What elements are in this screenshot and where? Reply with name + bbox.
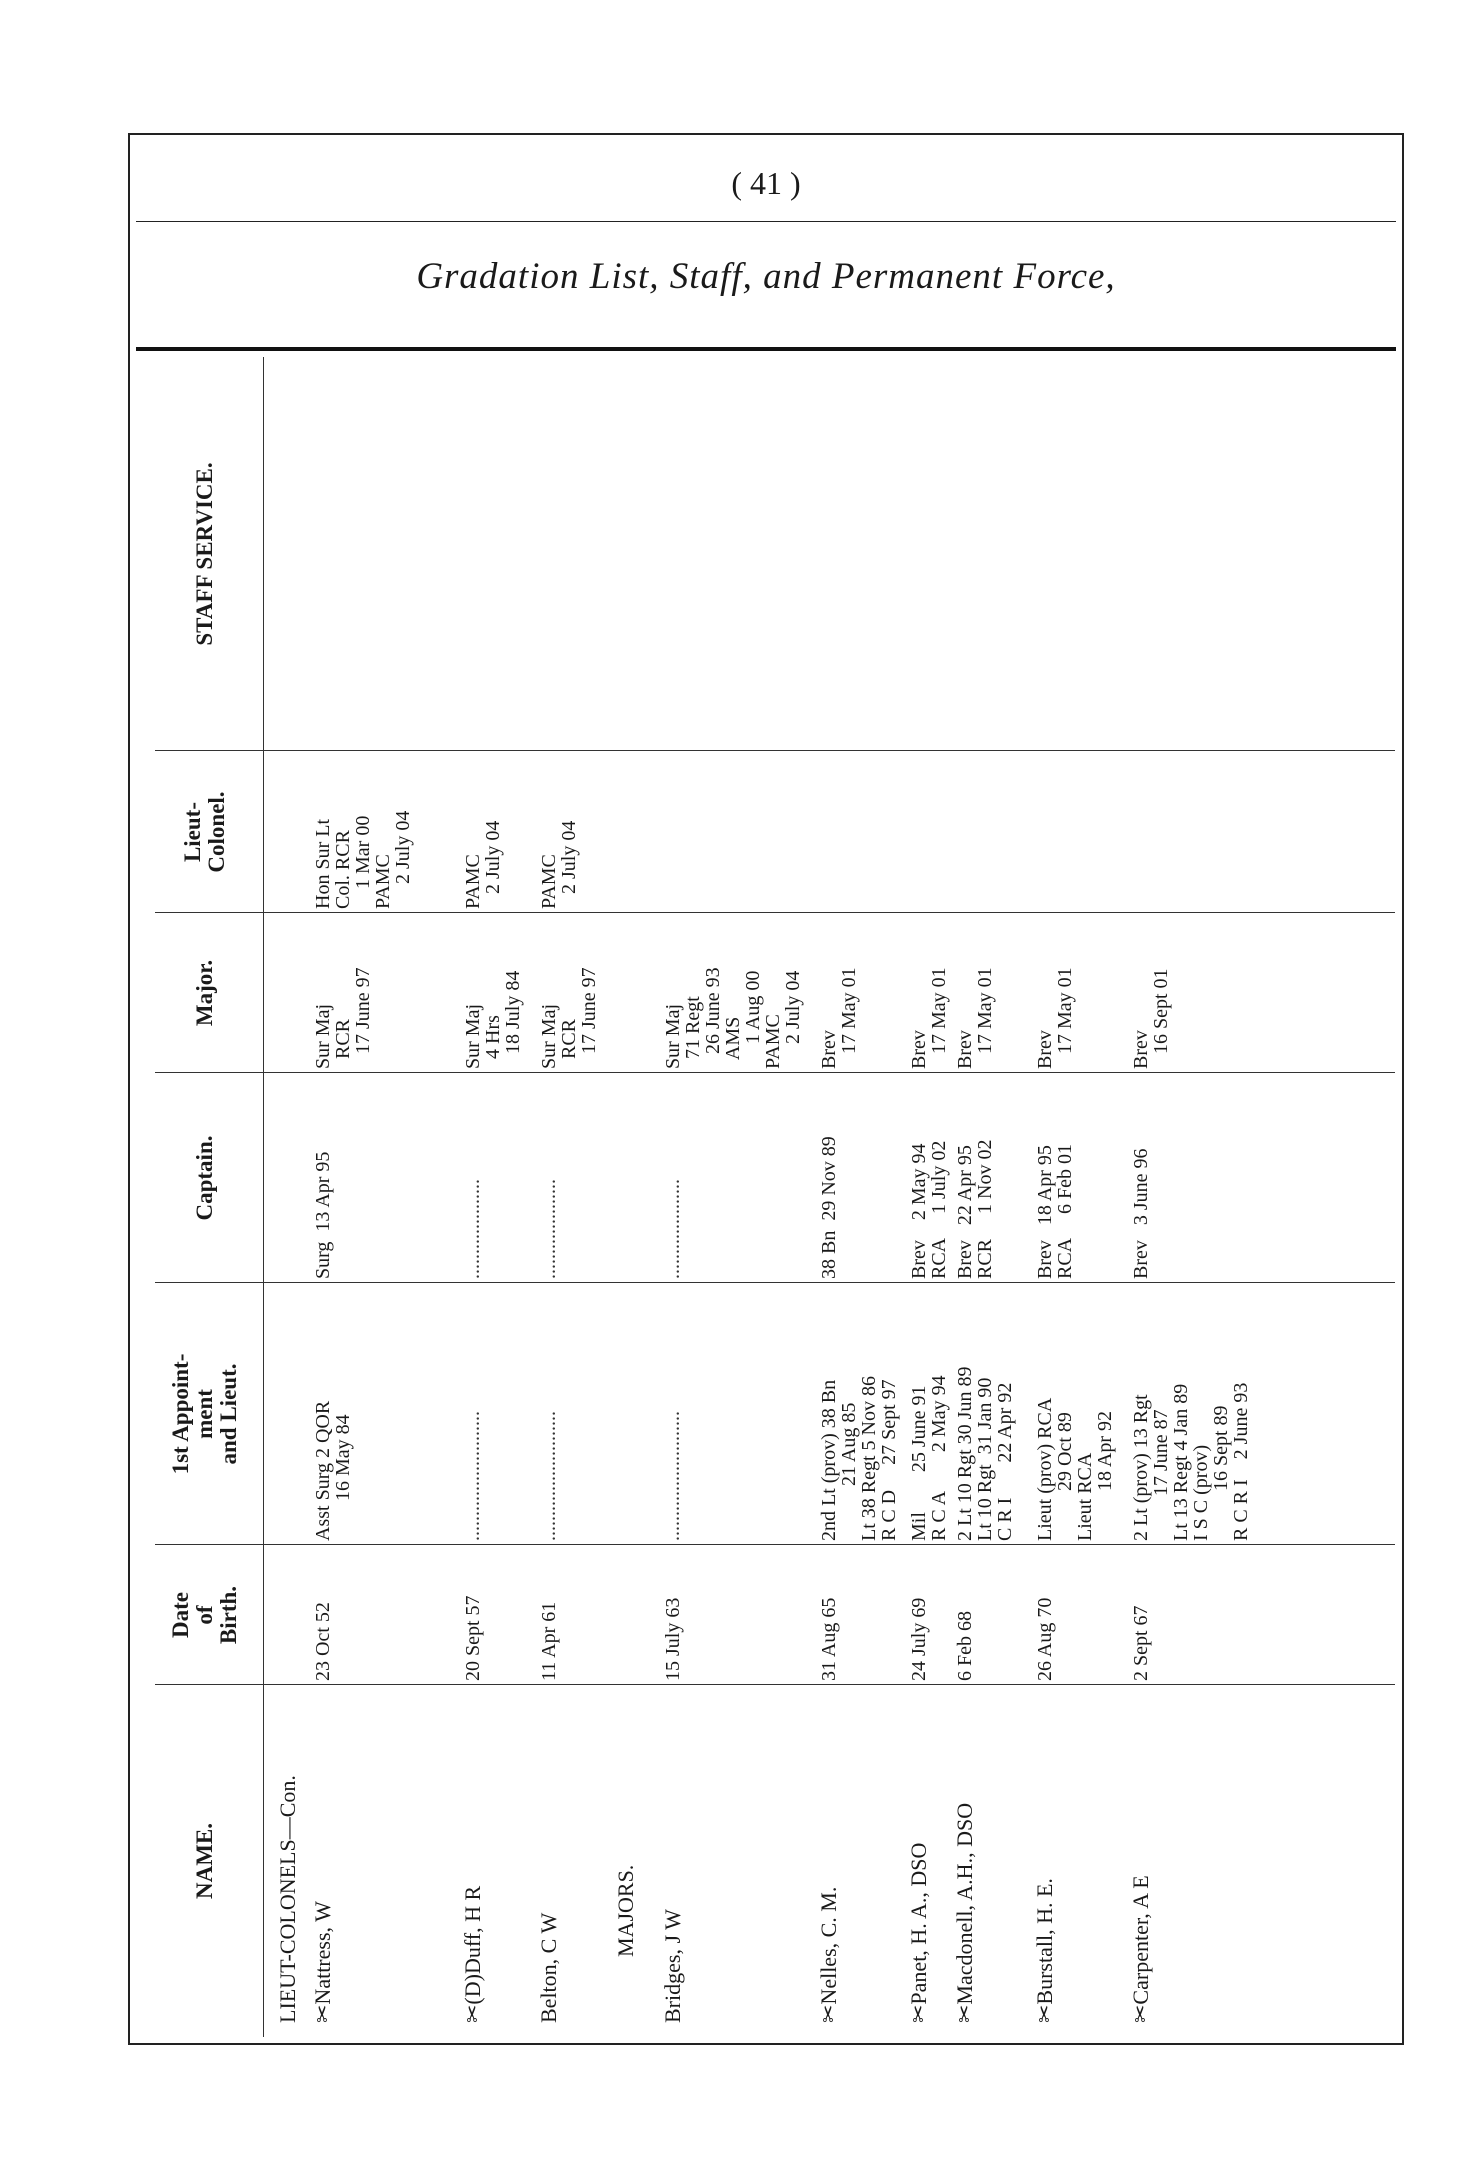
birth-cell: 26 Aug 70 <box>1034 1597 1056 1681</box>
appointment-cell: Asst Surg 2 QOR 16 May 84 <box>312 1400 354 1541</box>
appointment-leader-dots: .......................... <box>538 1411 560 1541</box>
captain-cell: Brev 22 Apr 95 RCR 1 Nov 02 <box>954 1139 996 1279</box>
birth-cell: 6 Feb 68 <box>954 1611 976 1681</box>
major-cell: Sur Maj 4 Hrs 18 July 84 <box>462 970 524 1069</box>
captain-cell: Surg 13 Apr 95 <box>312 1151 334 1279</box>
name-cell: ✂Panet, H. A., DSO <box>906 1842 931 2023</box>
col-divider <box>155 1282 1395 1283</box>
header-birth: Date of Birth. <box>167 1585 242 1645</box>
captain-cell: Brev 18 Apr 95 RCA 6 Feb 01 <box>1034 1143 1076 1279</box>
name-cell: ✂Nelles, C. M. <box>816 1886 841 2023</box>
rule-title <box>136 347 1396 351</box>
name-cell: ✂Nattress, W <box>310 1901 335 2023</box>
name-cell: Bridges, J W <box>660 1909 685 2023</box>
name-cell: ✂(D)Duff, H R <box>460 1885 485 2023</box>
appointment-cell: Mil 25 June 91 R C A 2 May 94 <box>908 1375 950 1541</box>
major-cell: Brev 17 May 01 <box>1034 967 1076 1069</box>
header-staff-service: STAFF SERVICE. <box>191 462 217 646</box>
col-divider <box>155 750 1395 751</box>
name-cell: ✂Carpenter, A E <box>1128 1875 1153 2023</box>
birth-cell: 31 Aug 65 <box>818 1597 840 1681</box>
birth-cell: 2 Sept 67 <box>1130 1605 1152 1681</box>
appointment-cell: 2 Lt (prov) 13 Rgt 17 June 87 Lt 13 Regt 4 Jan 89 I S C (prov) 16 Sept 89 R C R I 2 June 93 <box>1130 1382 1252 1541</box>
header-major: Major. <box>191 959 217 1027</box>
appointment-cell: 2 Lt 10 Rgt 30 Jun 89 Lt 10 Rgt 31 Jan 90 C R I 22 Apr 92 <box>954 1366 1016 1541</box>
name-cell: ✂Burstall, H. E. <box>1032 1878 1057 2023</box>
lt-colonel-cell: Hon Sur Lt Col. RCR 1 Mar 00 PAMC 2 July 04 <box>312 810 414 909</box>
col-divider <box>155 1684 1395 1685</box>
captain-cell: Brev 3 June 96 <box>1130 1148 1152 1279</box>
page-frame <box>128 133 1404 2045</box>
birth-cell: 24 July 69 <box>908 1597 930 1681</box>
page-number: ( 41 ) <box>731 165 801 201</box>
appointment-leader-dots: .......................... <box>462 1411 484 1541</box>
lt-colonel-cell: PAMC 2 July 04 <box>538 820 580 909</box>
captain-leader-dots: .................... <box>538 1179 560 1279</box>
major-cell: Brev 17 May 01 <box>818 967 860 1069</box>
captain-leader-dots: .................... <box>462 1179 484 1279</box>
major-cell: Brev 17 May 01 <box>954 967 996 1069</box>
section-lieut-colonels: LIEUT-COLONELS—Con. <box>275 1775 300 2023</box>
gradation-table <box>139 357 1405 2037</box>
major-cell: Sur Maj RCR 17 June 97 <box>312 967 374 1069</box>
major-cell: Brev 16 Sept 01 <box>1130 968 1172 1069</box>
birth-cell: 15 July 63 <box>662 1597 684 1681</box>
header-appointment: 1st Appoint- ment and Lieut. <box>167 1353 242 1475</box>
captain-cell: 38 Bn 29 Nov 89 <box>818 1136 840 1279</box>
header-captain: Captain. <box>191 1135 217 1221</box>
col-divider <box>155 1072 1395 1073</box>
col-divider <box>155 1544 1395 1545</box>
birth-cell: 23 Oct 52 <box>312 1602 334 1681</box>
gradation-table-rotated <box>139 357 1405 2037</box>
major-cell: Sur Maj 71 Regt 26 June 93 AMS 1 Aug 00 PAMC 2 July 04 <box>662 967 804 1069</box>
major-cell: Brev 17 May 01 <box>908 967 950 1069</box>
name-cell: ✂Macdonell, A.H., DSO <box>952 1802 977 2023</box>
header-lt-colonel: Lieut- Colonel. <box>179 791 229 873</box>
rule-top <box>136 221 1396 222</box>
col-divider <box>155 912 1395 913</box>
page-title: Gradation List, Staff, and Permanent Force, <box>416 256 1116 297</box>
birth-cell: 20 Sept 57 <box>462 1595 484 1681</box>
header-rule <box>263 357 264 2037</box>
col-staff-service <box>139 357 1405 751</box>
appointment-cell: 2nd Lt (prov) 38 Bn 21 Aug 85 Lt 38 Regt 5 Nov 86 R C D 27 Sept 97 <box>818 1376 900 1541</box>
name-cell: Belton, C W <box>536 1912 561 2023</box>
appointment-leader-dots: .......................... <box>662 1411 684 1541</box>
lt-colonel-cell: PAMC 2 July 04 <box>462 820 504 909</box>
appointment-cell: Lieut (prov) RCA 29 Oct 89 Lieut RCA 18 Apr 92 <box>1034 1397 1116 1541</box>
major-cell: Sur Maj RCR 17 June 97 <box>538 967 600 1069</box>
captain-leader-dots: .................... <box>662 1179 684 1279</box>
captain-cell: Brev 2 May 94 RCA 1 July 02 <box>908 1140 950 1279</box>
header-name: NAME. <box>191 1822 217 1900</box>
section-majors: MAJORS. <box>613 1864 638 1957</box>
birth-cell: 11 Apr 61 <box>538 1601 560 1681</box>
